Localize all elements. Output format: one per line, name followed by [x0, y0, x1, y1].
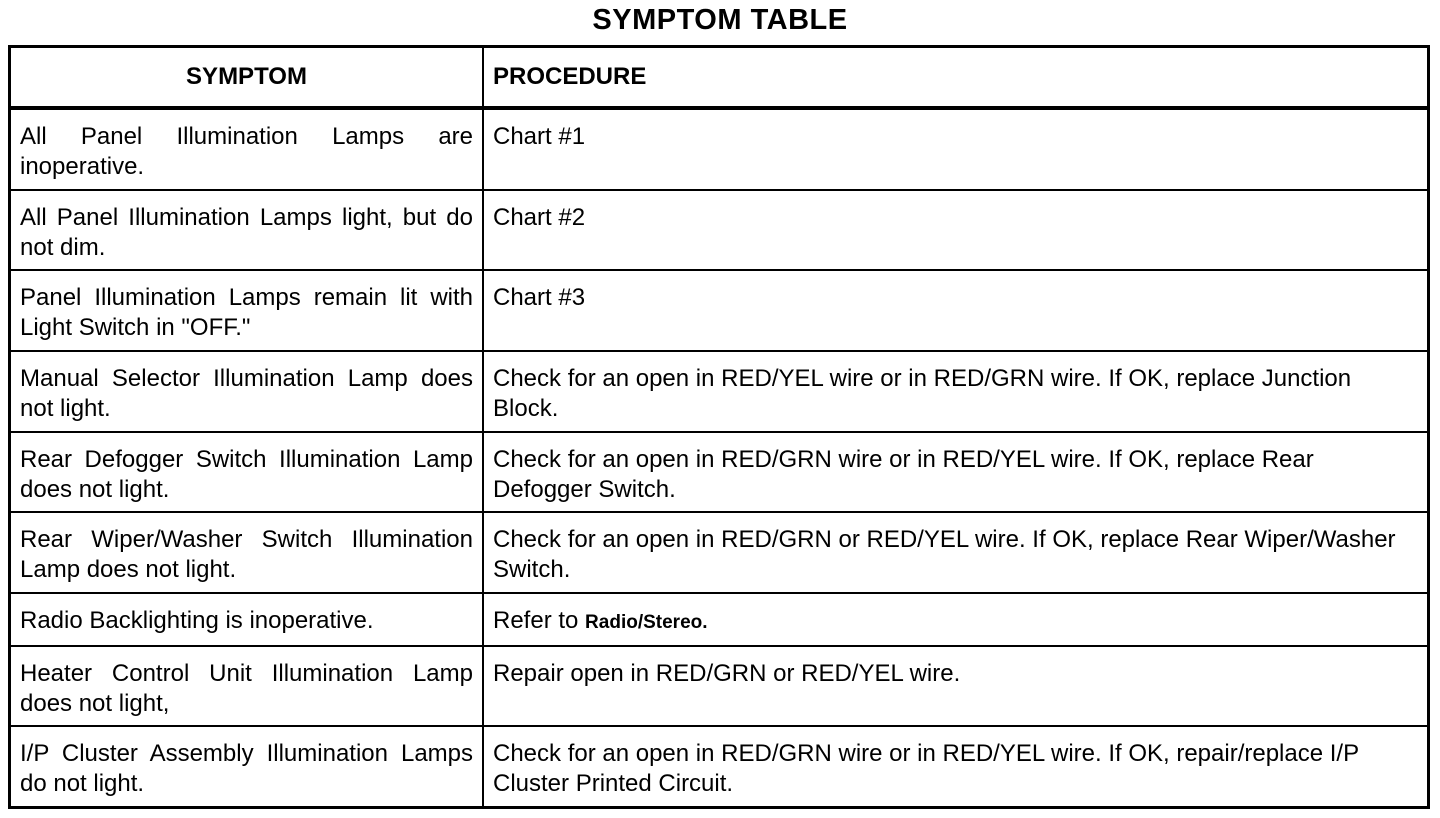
procedure-text: Refer to: [493, 607, 586, 635]
symptom-cell: Panel Illumination Lamps remain lit with Light Switch in "OFF.": [11, 270, 483, 351]
procedure-column-header: PROCEDURE: [483, 48, 1427, 108]
procedure-cell: Chart #3: [483, 270, 1427, 351]
procedure-cell: Chart #2: [483, 190, 1427, 271]
symptom-cell: Radio Backlighting is inoperative.: [11, 593, 483, 645]
symptom-table: [11, 48, 1427, 806]
table-header-row: [11, 48, 1427, 108]
procedure-cell: Repair open in RED/GRN or RED/YEL wire.: [483, 646, 1427, 727]
table-row: [11, 108, 1427, 190]
procedure-cell: Check for an open in RED/GRN wire or in RED/YEL wire. If OK, repair/replace I/P Cluster Printed Circuit.: [483, 726, 1427, 806]
symptom-cell: All Panel Illumination Lamps light, but do not dim.: [11, 190, 483, 271]
table-row: [11, 512, 1427, 593]
table-row: [11, 190, 1427, 271]
symptom-column-header: SYMPTOM: [11, 48, 483, 108]
table-row: [11, 726, 1427, 806]
symptom-cell: Rear Defogger Switch Illumination Lamp does not light.: [11, 432, 483, 513]
table-row: [11, 270, 1427, 351]
procedure-cell: [483, 593, 1427, 645]
table-row: [11, 593, 1427, 645]
symptom-cell: Manual Selector Illumination Lamp does not light.: [11, 351, 483, 432]
procedure-cell: Check for an open in RED/GRN wire or in RED/YEL wire. If OK, replace Rear Defogger Switch.: [483, 432, 1427, 513]
procedure-cell: Check for an open in RED/GRN or RED/YEL wire. If OK, replace Rear Wiper/Washer Switch.: [483, 512, 1427, 593]
table-row: [11, 432, 1427, 513]
symptom-cell: All Panel Illumination Lamps are inoperative.: [11, 108, 483, 190]
symptom-cell: Rear Wiper/Washer Switch Illumination Lamp does not light.: [11, 512, 483, 593]
symptom-cell: I/P Cluster Assembly Illumination Lamps do not light.: [11, 726, 483, 806]
symptom-table-frame: [8, 45, 1430, 809]
procedure-cell: Check for an open in RED/YEL wire or in RED/GRN wire. If OK, replace Junction Block.: [483, 351, 1427, 432]
table-row: [11, 646, 1427, 727]
table-row: [11, 351, 1427, 432]
radio-stereo-reference: Radio/Stereo.: [585, 612, 708, 634]
symptom-cell: Heater Control Unit Illumination Lamp does not light,: [11, 646, 483, 727]
procedure-cell: Chart #1: [483, 108, 1427, 190]
page-title: SYMPTOM TABLE: [592, 4, 848, 36]
